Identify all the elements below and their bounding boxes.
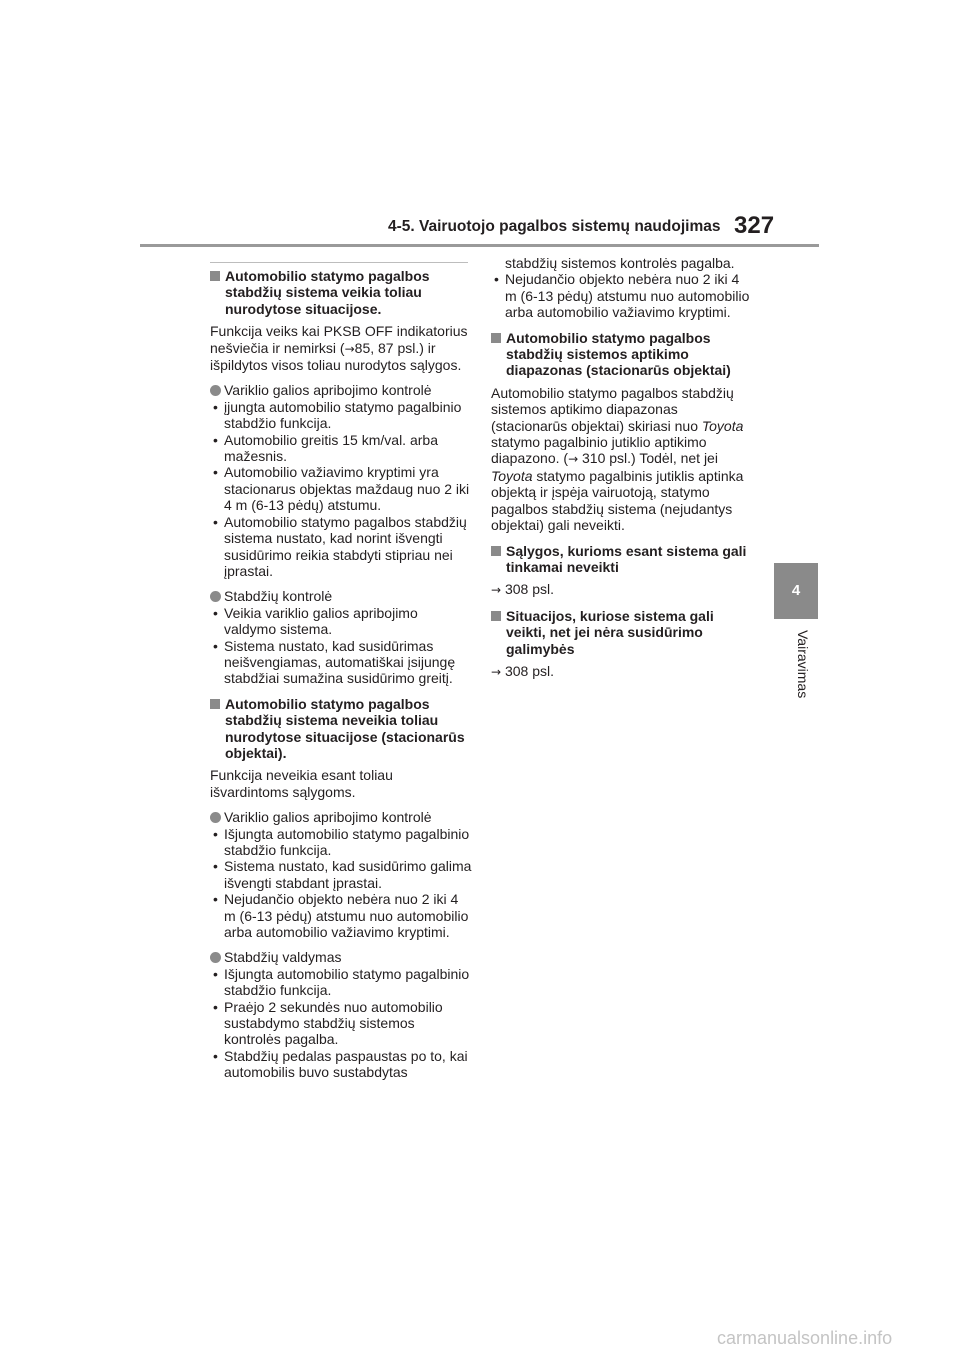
list-item: • Sistema nustato, kad susidūrimas neišvengiamas, automatiškai įsijungę stabdžiai sumažina susidūrimo greitį. (213, 637, 456, 687)
square-bullet-icon (491, 611, 501, 621)
list-item: • Sistema nustato, kad susidūrimo galima išvengti stabdant įprastai. (213, 858, 472, 891)
heading-text: Automobilio statymo pagalbos stabdžių sistemos aptikimo diapazonas (stacionarūs objektai) (506, 329, 731, 379)
section-heading (210, 268, 472, 317)
list-item: • Nejudančio objekto nebėra nuo 2 iki 4 m (6-13 pėdų) atstumu nuo automobilio arba automobilio važiavimo kryptimi. (494, 271, 750, 321)
heading-text: Automobilio statymo pagalbos stabdžių sistema veikia toliau nurodytose situacijose. (225, 268, 430, 317)
square-bullet-icon (491, 333, 501, 343)
paragraph: Automobilio statymo pagalbos stabdžių sistemos aptikimo diapazonas (stacionarūs objektai) skiriasi nuo Toyota statymo pagalbinio jutiklio aptikimo diapazono. (→ 310 psl.) Todėl, net jei Toyota statymo pagalbinis jutiklis aptinka objektą ir įspėja vairuotoją, statymo pagalbos stabdžių sistema (nejudantys objektai) gali neveikti. (491, 384, 744, 534)
right-column (491, 255, 753, 689)
section-heading (210, 696, 472, 762)
condition-group (210, 382, 472, 579)
section-heading (491, 608, 753, 657)
subheading: Stabdžių kontrolė (210, 588, 472, 604)
arrow-icon: → (344, 341, 355, 356)
square-bullet-icon (210, 271, 220, 281)
subheading: Stabdžių valdymas (210, 949, 472, 965)
heading-text: Automobilio statymo pagalbos stabdžių sistema neveikia toliau nurodytose situacijose (stacionarūs objektai). (225, 695, 465, 761)
condition-group-continued (491, 255, 753, 321)
condition-group (210, 809, 472, 940)
list-item: • įjungta automobilio statymo pagalbinio stabdžio funkcija. (213, 398, 462, 432)
watermark: carmanualsonline.info (717, 1328, 893, 1348)
list-item: • Stabdžių pedalas paspaustas po to, kai automobilis buvo sustabdytas (213, 1047, 468, 1081)
list-item: • Automobilio važiavimo kryptimi yra stacionarus objektas maždaug nuo 2 iki 4 m (6-13 pėdų) atstumu. (213, 464, 470, 514)
list-item: • Automobilio greitis 15 km/val. arba mažesnis. (213, 431, 438, 465)
circle-bullet-icon (210, 385, 221, 396)
chapter-tab: 4 (774, 563, 818, 619)
arrow-icon: → (491, 664, 502, 679)
section-heading (491, 543, 753, 576)
square-bullet-icon (210, 699, 220, 709)
paragraph: Funkcija veiks kai PKSB OFF indikatorius nešviečia ir nemirksi (→85, 87 psl.) ir išpildytos visos toliau nurodytos sąlygos. (210, 323, 468, 374)
list-item: • Nejudančio objekto nebėra nuo 2 iki 4 m (6-13 pėdų) atstumu nuo automobilio arba automobilio važiavimo kryptimi. (213, 891, 469, 941)
condition-group (210, 588, 472, 686)
list-item: • Išjungta automobilio statymo pagalbinio stabdžio funkcija. (213, 825, 470, 858)
header-rule (140, 244, 819, 247)
page-reference: → 308 psl. (491, 662, 554, 679)
list-item: • Praėjo 2 sekundės nuo automobilio sustabdymo stabdžių sistemos kontrolės pagalba. (213, 998, 443, 1048)
heading-text: Sąlygos, kurioms esant sistema gali tinkamai neveikti (506, 542, 747, 575)
section-rule (210, 262, 468, 263)
section-heading (491, 330, 753, 379)
paragraph: Funkcija neveikia esant toliau išvardintoms sąlygoms. (210, 767, 393, 800)
circle-bullet-icon (210, 812, 221, 823)
circle-bullet-icon (210, 591, 221, 602)
circle-bullet-icon (210, 952, 221, 963)
left-column (210, 268, 472, 1090)
list-item-continued: stabdžių sistemos kontrolės pagalba. (505, 255, 735, 271)
list-item: • Veikia variklio galios apribojimo valdymo sistema. (213, 604, 418, 638)
page-reference: → 308 psl. (491, 581, 554, 598)
condition-group (210, 949, 472, 1080)
section-title: 4-5. Vairuotojo pagalbos sistemų naudojimas (388, 218, 721, 235)
brand-name: Toyota (701, 417, 744, 434)
square-bullet-icon (491, 546, 501, 556)
arrow-icon: → (491, 583, 502, 598)
subheading: Variklio galios apribojimo kontrolė (210, 809, 472, 825)
page-number: 327 (734, 212, 775, 239)
arrow-icon: → (568, 452, 579, 467)
subheading: Variklio galios apribojimo kontrolė (210, 382, 472, 398)
heading-text: Situacijos, kuriose sistema gali veikti, net jei nėra susidūrimo galimybės (506, 607, 714, 657)
brand-name: Toyota (491, 467, 533, 484)
chapter-label: Vairavimas (795, 630, 811, 699)
list-item: • Automobilio statymo pagalbos stabdžių sistema nustato, kad norint išvengti susidūrimo reikia stabdyti stipriau nei įprastai. (213, 513, 467, 579)
list-item: • Išjungta automobilio statymo pagalbinio stabdžio funkcija. (213, 965, 470, 999)
